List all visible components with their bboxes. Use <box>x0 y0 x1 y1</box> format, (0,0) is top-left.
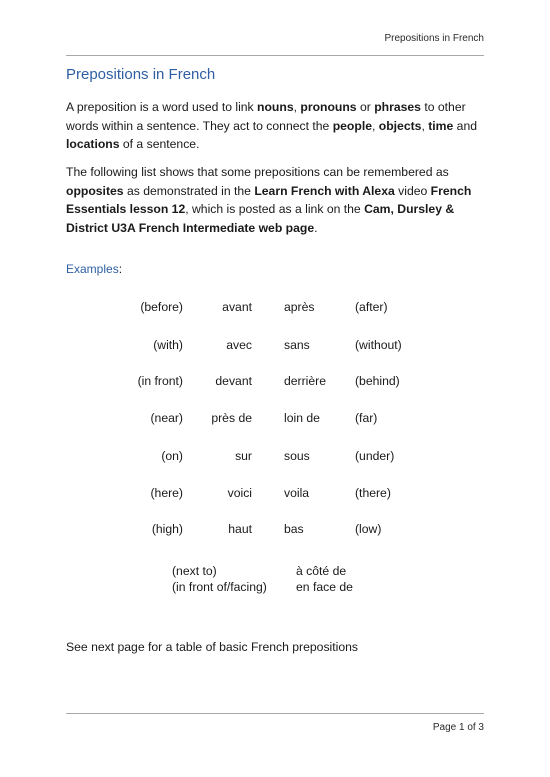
opposite-row <box>0 411 550 429</box>
french-opposite: bas <box>284 522 304 536</box>
english-term: (in front) <box>137 374 183 388</box>
french-opposite: voila <box>284 486 310 500</box>
page-number: Page 1 of 3 <box>432 722 484 733</box>
english-opposite: (without) <box>355 338 402 352</box>
running-header: Prepositions in French <box>384 33 484 44</box>
english-term: (near) <box>150 411 183 425</box>
opposite-row <box>0 449 550 467</box>
english-term: (before) <box>140 300 183 314</box>
french-term: avant <box>222 300 252 314</box>
french-opposite: loin de <box>284 411 320 425</box>
opposite-row <box>0 338 550 356</box>
english-opposite: (behind) <box>355 374 400 388</box>
pair-row <box>0 580 550 598</box>
french-opposite: sans <box>284 338 310 352</box>
english-opposite: (far) <box>355 411 378 425</box>
page-title: Prepositions in French <box>66 66 216 83</box>
opposite-row <box>0 374 550 392</box>
english-opposite: (under) <box>355 449 395 463</box>
english-term: (here) <box>150 486 183 500</box>
english-opposite: (low) <box>355 522 382 536</box>
english-phrase: (in front of/facing) <box>172 580 267 594</box>
opposite-row <box>0 300 550 318</box>
french-opposite: après <box>284 300 315 314</box>
french-term: haut <box>228 522 252 536</box>
french-phrase: à côté de <box>296 564 347 578</box>
examples-heading: Examples: <box>66 262 123 276</box>
opposite-row <box>0 522 550 540</box>
english-phrase: (next to) <box>172 564 217 578</box>
french-term: sur <box>235 449 252 463</box>
french-opposite: derrière <box>284 374 326 388</box>
intro-paragraph: A preposition is a word used to link nouns, pronouns or phrases to other words within a sentence. They act to connect the people, objects, time and locations of a sentence. <box>66 100 478 151</box>
english-opposite: (there) <box>355 486 391 500</box>
footer-divider <box>66 713 484 714</box>
english-term: (with) <box>153 338 183 352</box>
opposite-row <box>0 486 550 504</box>
french-term: devant <box>215 374 252 388</box>
french-phrase: en face de <box>296 580 353 594</box>
header-divider <box>66 55 484 56</box>
closing-note: See next page for a table of basic French prepositions <box>66 640 359 654</box>
french-term: près de <box>211 411 252 425</box>
list-intro-paragraph: The following list shows that some prepositions can be remembered as opposites as demonstrated in the Learn French with Alexa video French Essentials lesson 12, which is posted as a link on the Cam, Dursley & District U3A French Intermediate web page. <box>66 165 472 235</box>
french-term: avec <box>226 338 252 352</box>
english-term: (high) <box>151 522 183 536</box>
french-term: voici <box>227 486 252 500</box>
english-term: (on) <box>161 449 183 463</box>
french-opposite: sous <box>284 449 310 463</box>
english-opposite: (after) <box>355 300 388 314</box>
